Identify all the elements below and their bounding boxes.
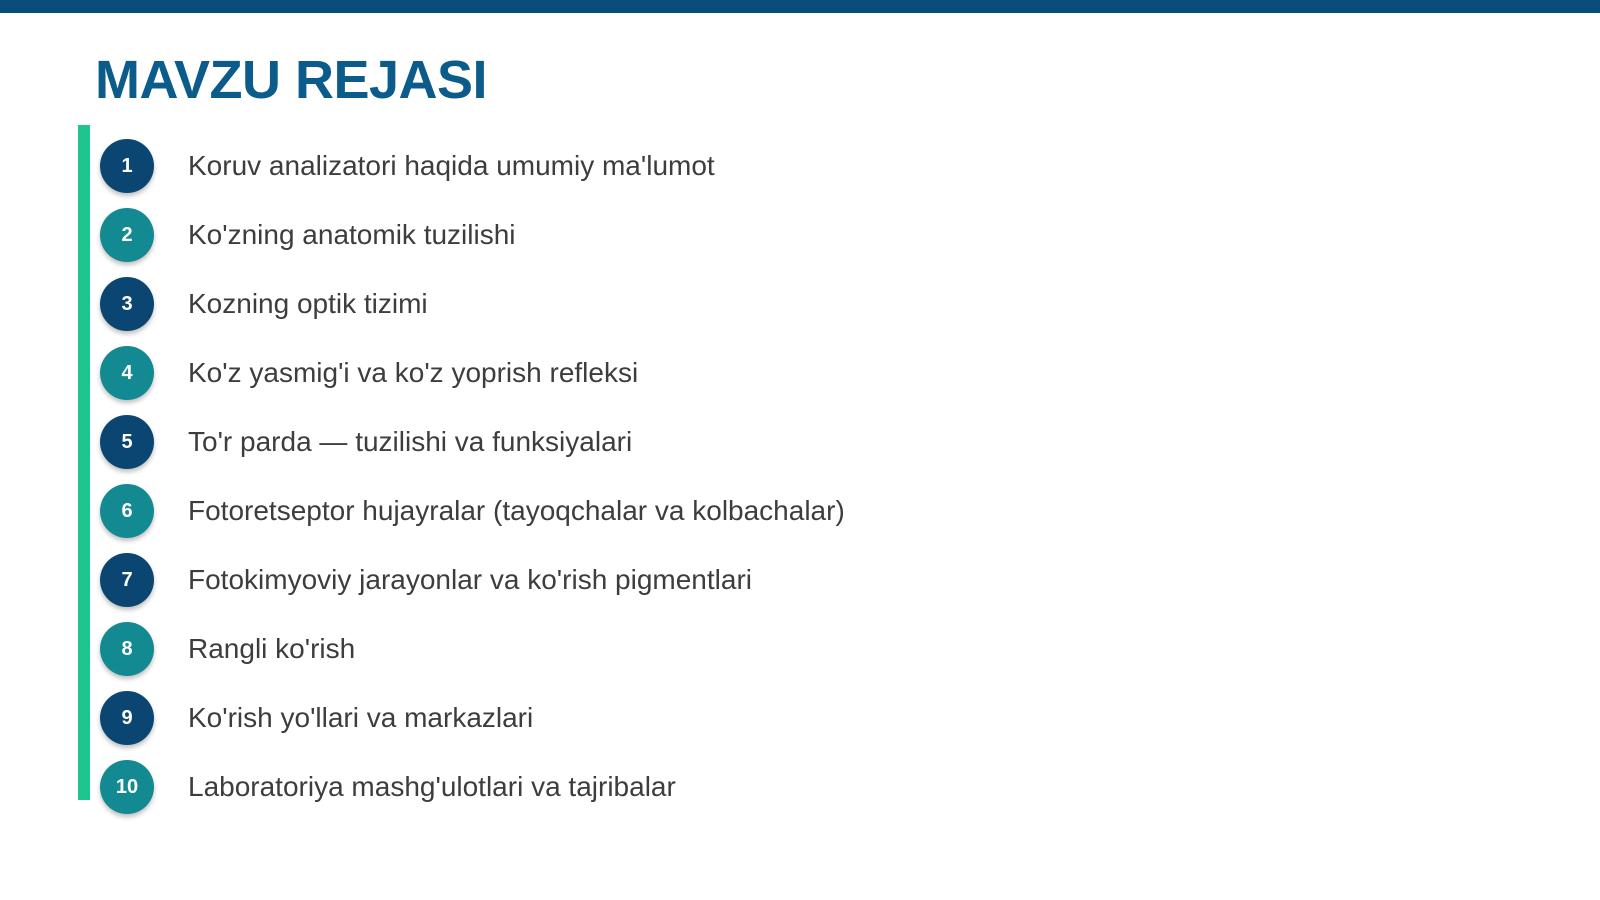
agenda-item-text-1: Koruv analizatori haqida umumiy ma'lumot <box>188 150 715 181</box>
agenda-item-text-7: Fotokimyoviy jarayonlar va ko'rish pigmentlari <box>188 564 752 595</box>
page-title: MAVZU REJASI <box>95 50 488 110</box>
number-badge-9: 9 <box>100 691 154 745</box>
number-badge-10: 10 <box>100 760 154 814</box>
agenda-item-5 <box>100 415 845 484</box>
vertical-accent-bar <box>78 125 90 800</box>
number-badge-5: 5 <box>100 415 154 469</box>
agenda-item-3 <box>100 277 845 346</box>
agenda-item-7 <box>100 553 845 622</box>
agenda-item-2 <box>100 208 845 277</box>
agenda-item-9 <box>100 691 845 760</box>
agenda-item-text-8: Rangli ko'rish <box>188 633 356 664</box>
number-badge-2: 2 <box>100 208 154 262</box>
agenda-item-6 <box>100 484 845 553</box>
agenda-item-text-4: Ko'z yasmig'i va ko'z yoprish refleksi <box>188 357 639 388</box>
agenda-item-text-10: Laboratoriya mashg'ulotlari va tajribalar <box>188 771 676 802</box>
agenda-item-text-3: Kozning optik tizimi <box>188 288 428 319</box>
number-badge-7: 7 <box>100 553 154 607</box>
agenda-item-8 <box>100 622 845 691</box>
number-badge-8: 8 <box>100 622 154 676</box>
agenda-item-1 <box>100 139 845 208</box>
agenda-item-text-9: Ko'rish yo'llari va markazlari <box>188 702 534 733</box>
agenda-item-4 <box>100 346 845 415</box>
top-accent-bar <box>0 0 1600 13</box>
number-badge-1: 1 <box>100 139 154 193</box>
agenda-item-text-2: Ko'zning anatomik tuzilishi <box>188 219 516 250</box>
agenda-item-text-6: Fotoretseptor hujayralar (tayoqchalar va kolbachalar) <box>188 495 845 526</box>
agenda-item-text-5: To'r parda — tuzilishi va funksiyalari <box>188 426 633 457</box>
agenda-list <box>100 139 845 829</box>
number-badge-3: 3 <box>100 277 154 331</box>
agenda-item-10 <box>100 760 845 829</box>
number-badge-6: 6 <box>100 484 154 538</box>
number-badge-4: 4 <box>100 346 154 400</box>
